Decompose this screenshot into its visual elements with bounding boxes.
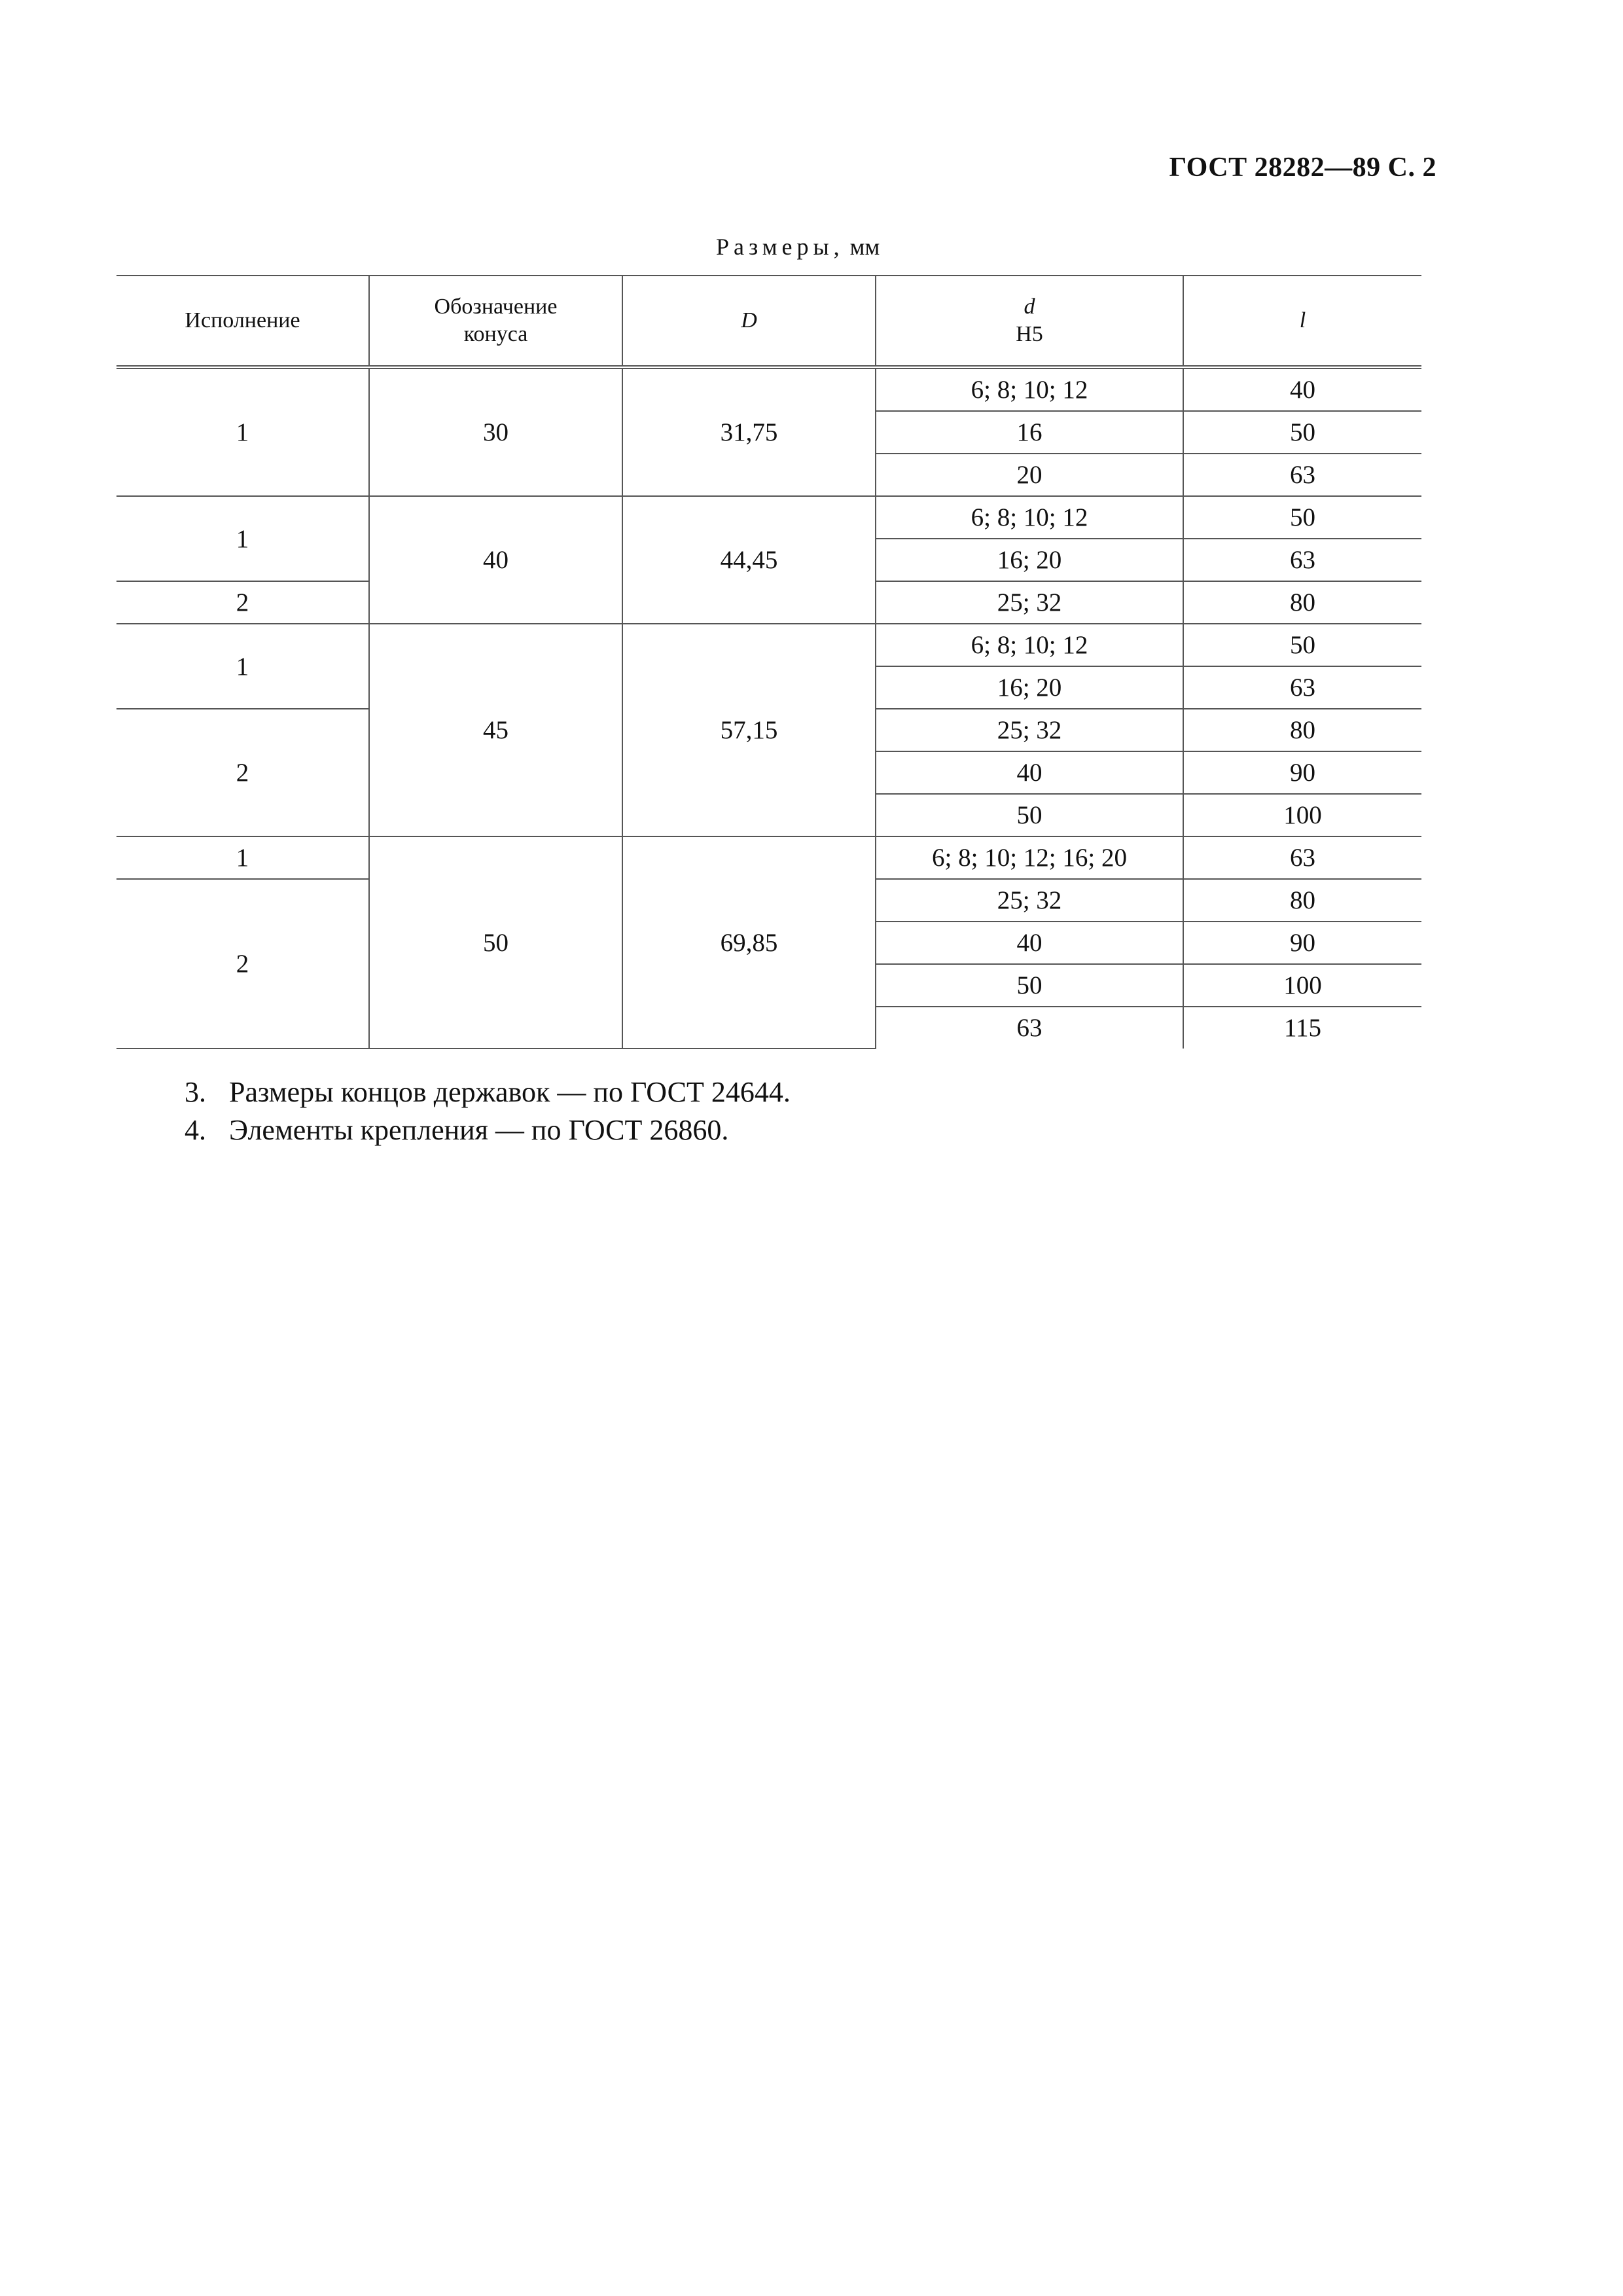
- cell-d: 16; 20: [876, 539, 1183, 581]
- table-row: [116, 367, 1421, 411]
- notes-list: [185, 1073, 791, 1149]
- note-text: Элементы крепления — по ГОСТ 26860.: [229, 1114, 729, 1146]
- cell-cone: 40: [369, 496, 622, 624]
- cell-d: 40: [876, 751, 1183, 794]
- table-row: [116, 496, 1421, 539]
- column-header-variant: Исполнение: [116, 276, 369, 367]
- cell-l: 90: [1183, 922, 1421, 964]
- column-header-d-line2: H5: [1016, 322, 1043, 346]
- cell-l: 63: [1183, 454, 1421, 496]
- column-header-D: D: [622, 276, 876, 367]
- table-row: [116, 624, 1421, 666]
- table-row: [116, 836, 1421, 879]
- note-number: 3.: [185, 1076, 206, 1108]
- column-header-cone-line2: конуса: [463, 322, 528, 346]
- cell-l: 100: [1183, 964, 1421, 1007]
- cell-l: 80: [1183, 581, 1421, 624]
- cell-variant: 2: [116, 879, 369, 1049]
- column-header-cone-line1: Обозначение: [434, 295, 558, 319]
- column-header-cone: [369, 276, 622, 367]
- cell-cone: 50: [369, 836, 622, 1049]
- cell-variant: 2: [116, 709, 369, 836]
- cell-d: 6; 8; 10; 12: [876, 624, 1183, 666]
- cell-l: 50: [1183, 411, 1421, 454]
- cell-D: 31,75: [622, 367, 876, 496]
- cell-l: 63: [1183, 666, 1421, 709]
- dimensions-table: [116, 275, 1421, 1049]
- cell-d: 63: [876, 1007, 1183, 1049]
- cell-variant: 1: [116, 367, 369, 496]
- cell-d: 16; 20: [876, 666, 1183, 709]
- cell-d: 6; 8; 10; 12: [876, 496, 1183, 539]
- column-header-d: [876, 276, 1183, 367]
- cell-l: 80: [1183, 709, 1421, 751]
- table-caption: [716, 233, 880, 260]
- note-item: [185, 1073, 791, 1111]
- cell-l: 50: [1183, 496, 1421, 539]
- cell-l: 100: [1183, 794, 1421, 836]
- cell-l: 50: [1183, 624, 1421, 666]
- cell-D: 57,15: [622, 624, 876, 836]
- cell-D: 69,85: [622, 836, 876, 1049]
- cell-l: 80: [1183, 879, 1421, 922]
- cell-l: 115: [1183, 1007, 1421, 1049]
- note-item: [185, 1111, 791, 1149]
- cell-cone: 30: [369, 367, 622, 496]
- cell-D: 44,45: [622, 496, 876, 624]
- cell-d: 25; 32: [876, 879, 1183, 922]
- note-number: 4.: [185, 1114, 206, 1146]
- cell-d: 25; 32: [876, 581, 1183, 624]
- cell-variant: 1: [116, 496, 369, 581]
- table-header-row: [116, 276, 1421, 367]
- cell-l: 63: [1183, 539, 1421, 581]
- note-text: Размеры концов державок — по ГОСТ 24644.: [229, 1076, 791, 1108]
- caption-unit: мм: [849, 234, 880, 260]
- cell-d: 6; 8; 10; 12: [876, 367, 1183, 411]
- column-header-d-line1: d: [1024, 295, 1035, 319]
- cell-d: 20: [876, 454, 1183, 496]
- cell-d: 16: [876, 411, 1183, 454]
- cell-l: 90: [1183, 751, 1421, 794]
- caption-label: Размеры,: [716, 234, 844, 260]
- cell-variant: 1: [116, 836, 369, 879]
- cell-l: 63: [1183, 836, 1421, 879]
- cell-variant: 1: [116, 624, 369, 709]
- column-header-l: l: [1183, 276, 1421, 367]
- cell-d: 40: [876, 922, 1183, 964]
- cell-variant: 2: [116, 581, 369, 624]
- cell-d: 6; 8; 10; 12; 16; 20: [876, 836, 1183, 879]
- cell-d: 25; 32: [876, 709, 1183, 751]
- cell-d: 50: [876, 964, 1183, 1007]
- cell-l: 40: [1183, 367, 1421, 411]
- page-header: ГОСТ 28282—89 С. 2: [1169, 152, 1436, 183]
- cell-d: 50: [876, 794, 1183, 836]
- cell-cone: 45: [369, 624, 622, 836]
